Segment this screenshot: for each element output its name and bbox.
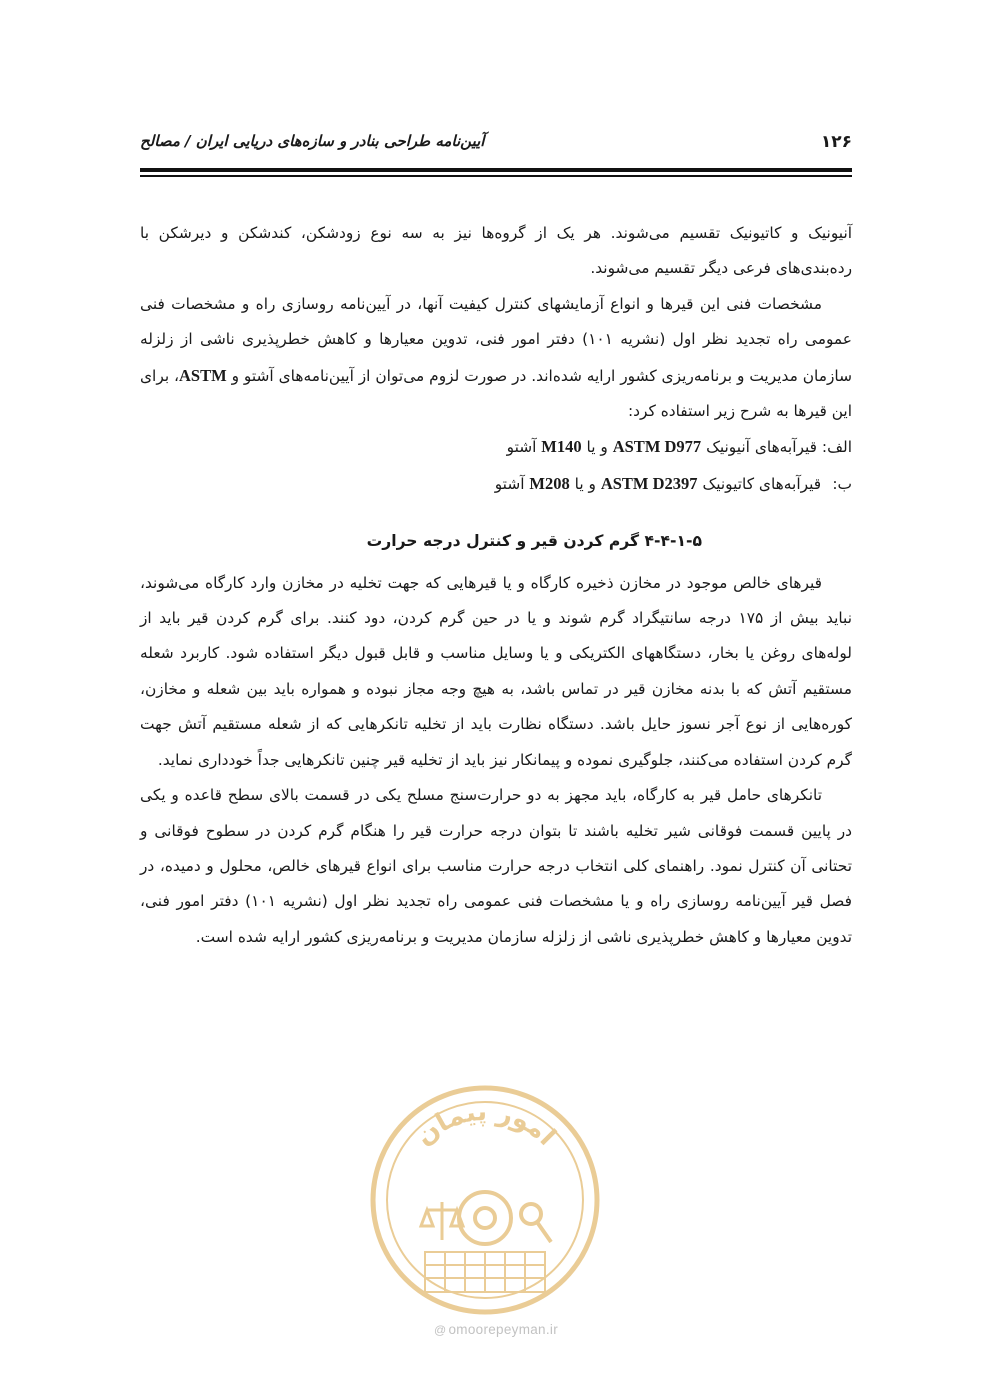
section-heading: ۴-۴-۱-۵ گرم کردن قیر و کنترل درجه حرارت (366, 532, 702, 551)
watermark-logo (365, 1080, 605, 1320)
watermark-logo-text (410, 1097, 562, 1152)
header-rule-thin (140, 175, 852, 177)
list-item-cationic (140, 466, 852, 502)
list-text: آشتو (506, 438, 542, 457)
standard-code: M208 (529, 473, 570, 493)
running-title: آیین‌نامه طراحی بنادر و سازه‌های دریایی ایران / مصالح (140, 132, 485, 150)
list-text: قیرآبه‌های کاتیونیک (697, 474, 822, 493)
page-number: ۱۲۶ (820, 132, 852, 152)
list-text: قیرآبه‌های آنیونیک (701, 438, 817, 457)
paragraph-specs-text-a: مشخصات فنی این قیرها و انواع آزمایشهای کنترل کیفیت آنها، در آیین‌نامه روسازی راه و مشخصات فنی عمومی راه تجدید نظر اول (نشریه ۱۰۱) دفتر امور فنی، تدوین معیارها و کاهش خطرپذیری ناشی از زلزله سازمان مدیریت و برنامه‌ریزی کشور ارایه شده‌اند. در صورت لزوم می‌توان از آیین‌نامه‌های آشتو و (140, 294, 852, 385)
list-marker: الف: (821, 438, 852, 457)
list-text: و یا (581, 438, 613, 457)
watermark-wrench-icon (521, 1204, 551, 1242)
standard-code: ASTM D977 (612, 437, 702, 457)
paragraph-intro: آنیونیک و کاتیونیک تقسیم می‌شوند. هر یک از گروه‌ها نیز به سه نوع زودشکن، کندشکن و دیرشکن با رده‌بندی‌های فرعی دیگر تقسیم می‌شوند. (140, 224, 852, 278)
header-rule-thick (140, 168, 852, 172)
page-header (140, 128, 852, 158)
standard-code: ASTM D2397 (600, 473, 698, 493)
paragraph-specs-text-b: ، برای این قیرها به شرح زیر استفاده کرد: (140, 366, 852, 421)
watermark-logo-textpath: امور پیمان (409, 1096, 562, 1152)
list-item-anionic (140, 429, 852, 465)
list-text: آشتو (494, 474, 530, 493)
footer-url-text: omoorepeyman.ir (448, 1322, 559, 1337)
footer-watermark-url (0, 1322, 992, 1337)
paragraph-specs (140, 287, 852, 430)
astm-code: ASTM (178, 365, 227, 385)
standard-code: M140 (541, 437, 582, 457)
watermark-scales-icon (421, 1202, 463, 1240)
at-sign-icon: @ (433, 1323, 447, 1337)
paragraph-tankers: تانکرهای حامل قیر به کارگاه، باید مجهز به دو حرارت‌سنج مسلح یکی در قسمت بالای سطح قاعده و یکی در پایین قسمت فوقانی شیر تخلیه باشند تا بتوان درجه حرارت قیر را هنگام گرم کردن در سطوح فوقانی و تحتانی آن کنترل نمود. راهنمای کلی انتخاب درجه حرارت مناسب برای انواع قیرهای خالص، محلول و دمیده، در فصل قیر آیین‌نامه روسازی راه و یا مشخصات فنی عمومی راه تجدید نظر اول (نشریه ۱۰۱) دفتر امور فنی، تدوین معیارها و کاهش خطرپذیری ناشی از زلزله سازمان مدیریت و برنامه‌ریزی کشور ارایه شده است. (140, 786, 852, 946)
page-body (140, 216, 852, 955)
list-marker: ب: (832, 474, 852, 493)
paragraph-heating: قیرهای خالص موجود در مخازن ذخیره کارگاه و یا قیرهایی که جهت تخلیه در مخازن وارد کارگاه می‌شوند، نباید بیش از ۱۷۵ درجه سانتیگراد گرم شوند و یا در حین گرم کردن، دود کنند. برای گرم کردن قیر باید از لوله‌های روغن یا بخار، دستگاههای الکتریکی و یا وسایل مناسب و قابل قبول دیگر استفاده شود. کاربرد شعله مستقیم آتش که با بدنه مخازن قیر در تماس باشد، به هیچ وجه مجاز نبوده و همواره باید بین شعله و مخازن، کوره‌هایی از نوع آجر نسوز حایل باشد. دستگاه نظارت باید از تخلیه تانکرهایی که از شعله مستقیم آتش جهت گرم کردن استفاده می‌کنند، جلوگیری نموده و پیمانکار نیز باید از تخلیه قیر چنین تانکرهایی جداً خودداری نماید. (140, 573, 852, 769)
watermark-grid-icon (425, 1252, 545, 1292)
list-text: و یا (569, 474, 601, 493)
watermark-gear-icon (459, 1192, 511, 1244)
